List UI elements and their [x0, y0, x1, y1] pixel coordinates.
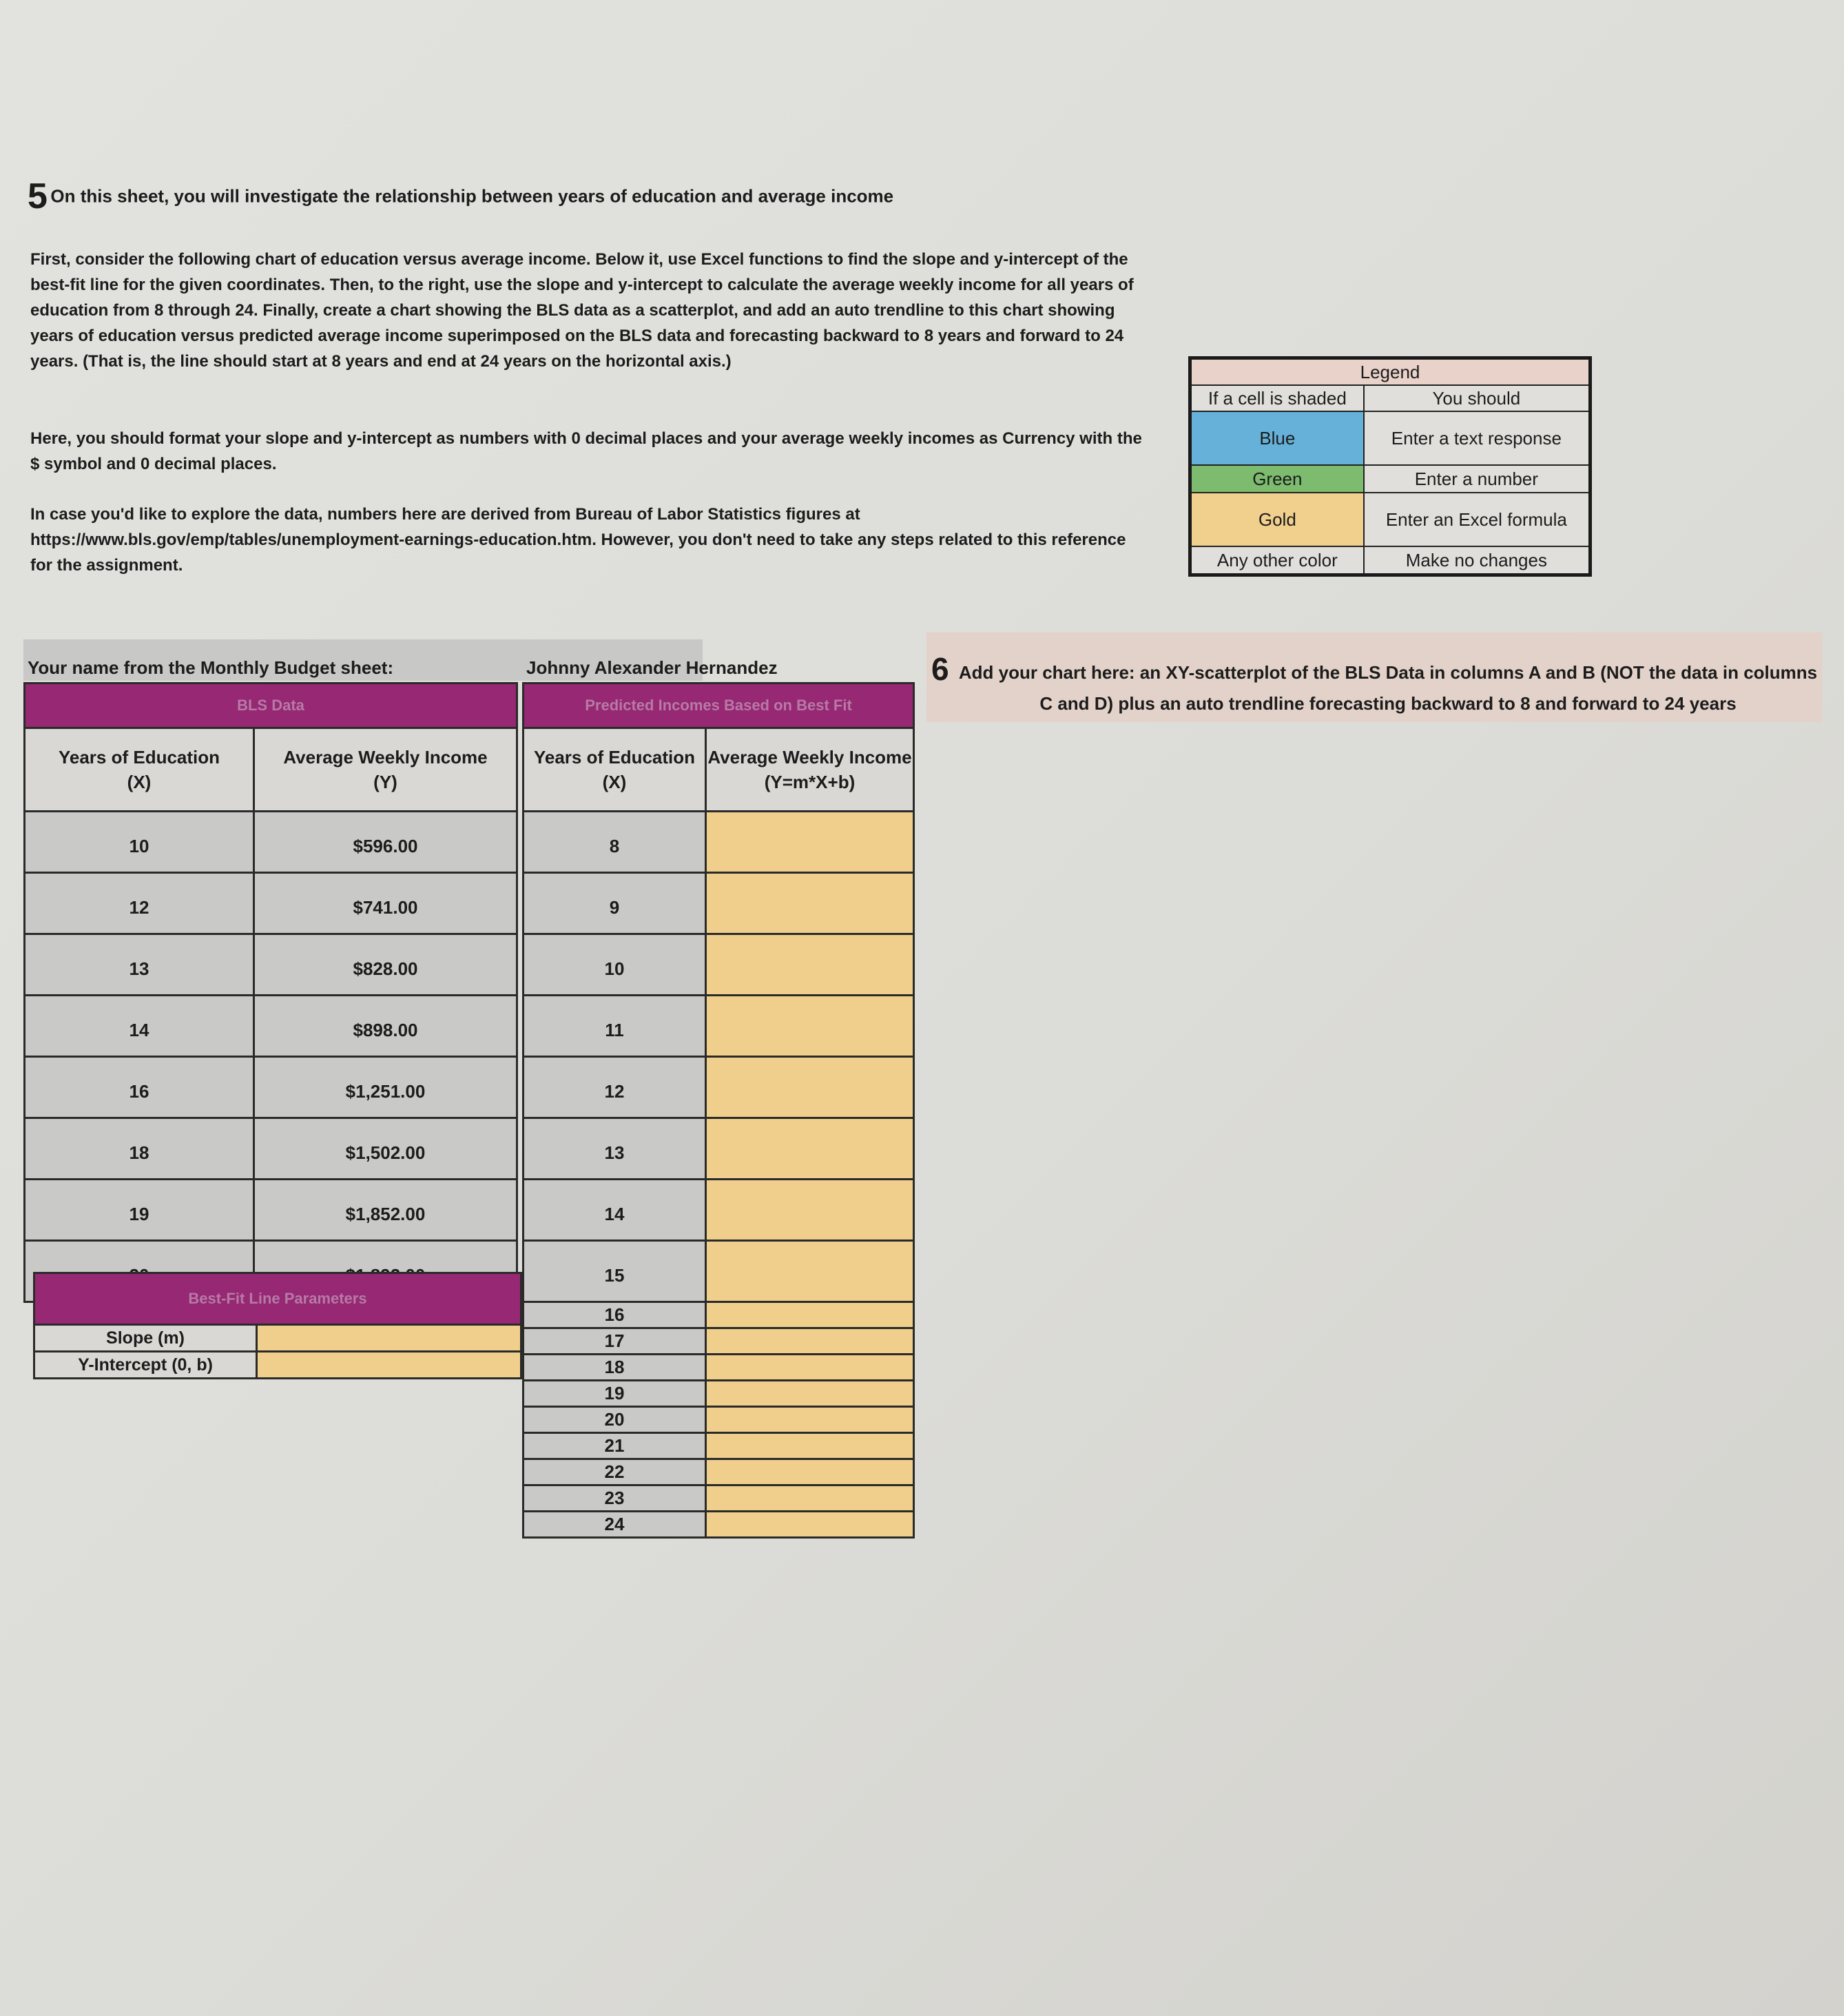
name-label: Your name from the Monthly Budget sheet: — [28, 657, 394, 678]
table-row — [524, 1433, 914, 1459]
legend-shade-green: Green — [1190, 465, 1364, 493]
bls-years-cell: 14 — [25, 996, 254, 1057]
table-row — [524, 1057, 914, 1118]
table-row — [524, 1512, 914, 1538]
table-row — [25, 812, 517, 873]
pred-income-cell[interactable] — [706, 1057, 914, 1118]
pred-income-cell[interactable] — [706, 1328, 914, 1355]
table-row — [25, 996, 517, 1057]
slope-cell[interactable] — [257, 1325, 521, 1352]
pred-header-income — [706, 728, 914, 812]
pred-header-years-label: Years of Education — [533, 747, 696, 768]
bls-years-cell: 16 — [25, 1057, 254, 1118]
pred-income-cell[interactable] — [706, 1241, 914, 1302]
pred-years-cell: 16 — [524, 1302, 706, 1328]
pred-income-cell[interactable] — [706, 1459, 914, 1485]
bls-header-income-label: Average Weekly Income — [283, 747, 488, 768]
table-row — [524, 812, 914, 873]
table-row — [524, 934, 914, 996]
bls-table-title: BLS Data — [25, 683, 517, 728]
table-row — [25, 873, 517, 934]
bls-years-cell: 12 — [25, 873, 254, 934]
pred-header-income-sub: (Y=m*X+b) — [764, 772, 856, 792]
pred-income-cell[interactable] — [706, 1355, 914, 1381]
intercept-cell[interactable] — [257, 1352, 521, 1379]
predicted-table-title: Predicted Incomes Based on Best Fit — [524, 683, 914, 728]
pred-income-cell[interactable] — [706, 812, 914, 873]
bls-header-years-sub: (X) — [127, 772, 152, 792]
bls-income-cell: $596.00 — [254, 812, 517, 873]
pred-years-cell: 23 — [524, 1485, 706, 1512]
bls-income-cell: $1,502.00 — [254, 1118, 517, 1180]
bls-income-cell: $1,852.00 — [254, 1180, 517, 1241]
slope-label: Slope (m) — [34, 1325, 257, 1352]
pred-header-income-label: Average Weekly Income — [707, 747, 912, 768]
table-row — [25, 1180, 517, 1241]
pred-years-cell: 19 — [524, 1381, 706, 1407]
legend-shade-gold: Gold — [1190, 493, 1364, 546]
bls-years-cell: 18 — [25, 1118, 254, 1180]
pred-years-cell: 15 — [524, 1241, 706, 1302]
legend-shade-other: Any other color — [1190, 546, 1364, 575]
legend-action-gold: Enter an Excel formula — [1364, 493, 1591, 546]
instructions-paragraph-1: First, consider the following chart of education versus average income. Below it, use Excel functions to find the slope and y-intercept of the best-fit line for the given coordinates. Then, to the right, use the slope and y-intercept to calculate the average weekly income for all years of education from 8 through 24. Finally, create a chart showing the BLS data as a scatterplot, and add an auto trendline to this chart showing years of education versus predicted average income superimposed on the BLS data and forecasting backward to 8 years and forward to 24 years. (That is, the line should start at 8 years and end at 24 years on the horizontal axis.) — [30, 250, 1134, 371]
table-row — [25, 934, 517, 996]
legend-col1-header: If a cell is shaded — [1190, 385, 1364, 411]
bls-header-income-sub: (Y) — [373, 772, 397, 792]
pred-header-years — [524, 728, 706, 812]
bls-income-cell: $898.00 — [254, 996, 517, 1057]
pred-years-cell: 8 — [524, 812, 706, 873]
table-row — [25, 1057, 517, 1118]
table-row — [524, 1328, 914, 1355]
legend-action-green: Enter a number — [1364, 465, 1591, 493]
legend-table — [1188, 356, 1592, 577]
step-6-number: 6 — [931, 651, 949, 687]
pred-income-cell[interactable] — [706, 1381, 914, 1407]
bls-header-years-label: Years of Education — [58, 747, 220, 768]
instructions-paragraph-2: Here, you should format your slope and y-intercept as numbers with 0 decimal places and your average weekly incomes as Currency with the $ symbol and 0 decimal places. — [30, 429, 1142, 473]
pred-income-cell[interactable] — [706, 1512, 914, 1538]
pred-income-cell[interactable] — [706, 996, 914, 1057]
table-row — [524, 1241, 914, 1302]
table-row — [524, 1381, 914, 1407]
bls-header-income — [254, 728, 517, 812]
legend-action-other: Make no changes — [1364, 546, 1591, 575]
pred-years-cell: 20 — [524, 1407, 706, 1433]
bls-rows — [25, 812, 517, 1302]
pred-income-cell[interactable] — [706, 1407, 914, 1433]
bls-income-cell: $1,251.00 — [254, 1057, 517, 1118]
pred-income-cell[interactable] — [706, 934, 914, 996]
table-row — [524, 1485, 914, 1512]
name-value-cell[interactable]: Johnny Alexander Hernandez — [526, 657, 778, 678]
table-row — [524, 1118, 914, 1180]
legend-title: Legend — [1190, 358, 1591, 386]
pred-years-cell: 11 — [524, 996, 706, 1057]
best-fit-table — [33, 1272, 522, 1379]
table-row — [524, 1459, 914, 1485]
pred-rows — [524, 812, 914, 1538]
pred-years-cell: 13 — [524, 1118, 706, 1180]
pred-years-cell: 12 — [524, 1057, 706, 1118]
pred-income-cell[interactable] — [706, 873, 914, 934]
bls-years-cell: 10 — [25, 812, 254, 873]
legend-col2-header: You should — [1364, 385, 1591, 411]
pred-years-cell: 17 — [524, 1328, 706, 1355]
table-row — [524, 873, 914, 934]
pred-income-cell[interactable] — [706, 1302, 914, 1328]
table-row — [25, 1118, 517, 1180]
pred-income-cell[interactable] — [706, 1118, 914, 1180]
step-number: 5 — [28, 176, 48, 216]
bls-years-cell: 19 — [25, 1180, 254, 1241]
legend-action-blue: Enter a text response — [1364, 411, 1591, 465]
bls-years-cell: 13 — [25, 934, 254, 996]
table-row — [524, 1407, 914, 1433]
pred-years-cell: 22 — [524, 1459, 706, 1485]
table-row — [524, 1302, 914, 1328]
pred-income-cell[interactable] — [706, 1180, 914, 1241]
pred-header-years-sub: (X) — [602, 772, 627, 792]
sheet-title — [28, 176, 893, 217]
table-row — [524, 1180, 914, 1241]
pred-years-cell: 14 — [524, 1180, 706, 1241]
pred-years-cell: 9 — [524, 873, 706, 934]
table-row — [524, 1355, 914, 1381]
table-row — [524, 996, 914, 1057]
bls-income-cell: $741.00 — [254, 873, 517, 934]
pred-income-cell[interactable] — [706, 1433, 914, 1459]
best-fit-title: Best-Fit Line Parameters — [34, 1273, 521, 1325]
pred-income-cell[interactable] — [706, 1485, 914, 1512]
pred-years-cell: 24 — [524, 1512, 706, 1538]
pred-years-cell: 18 — [524, 1355, 706, 1381]
intercept-label: Y-Intercept (0, b) — [34, 1352, 257, 1379]
pred-years-cell: 10 — [524, 934, 706, 996]
sheet-title-text: On this sheet, you will investigate the relationship between years of education and average income — [50, 185, 894, 207]
bls-income-cell: $828.00 — [254, 934, 517, 996]
bls-data-table — [23, 682, 518, 1303]
chart-instruction-text: Add your chart here: an XY-scatterplot of the BLS Data in columns A and B (NOT the data in columns C and D) plus an auto trendline forecasting backward to 8 and forward to 24 years — [958, 662, 1818, 714]
instructions-paragraph-3: In case you'd like to explore the data, numbers here are derived from Bureau of Labor Statistics figures at https://www.bls.gov/emp/tables/unemployment-earnings-education.htm. However, you don't need to take any steps related to this reference for the assignment. — [30, 505, 1126, 575]
predicted-income-table — [522, 682, 915, 1539]
legend-shade-blue: Blue — [1190, 411, 1364, 465]
bls-header-years — [25, 728, 254, 812]
pred-years-cell: 21 — [524, 1433, 706, 1459]
